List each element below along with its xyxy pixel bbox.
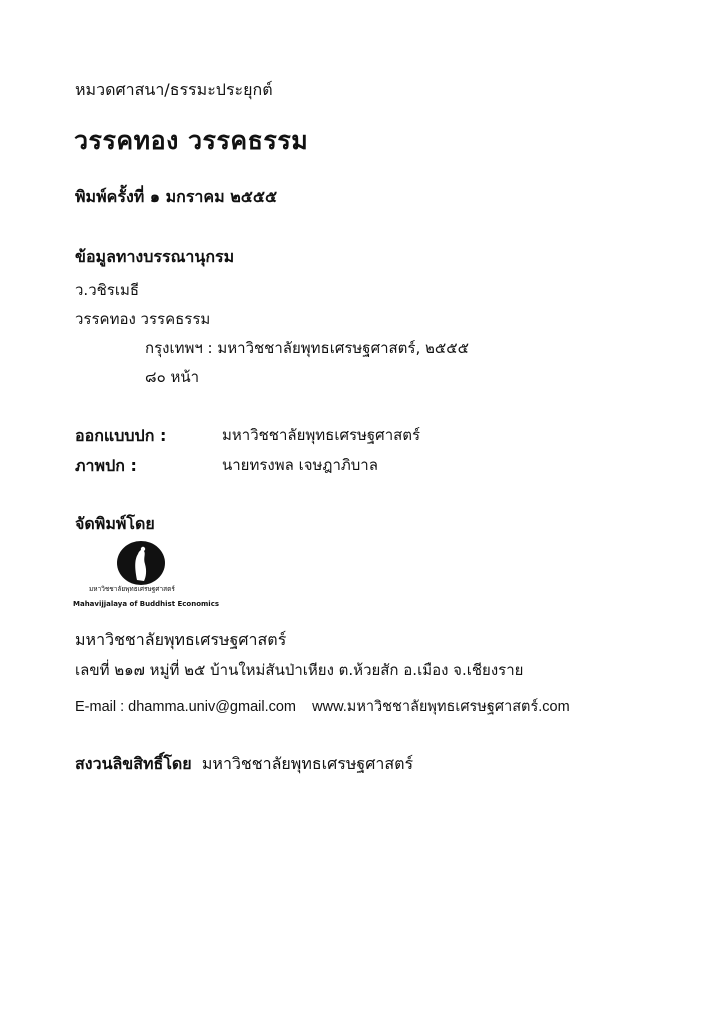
email-address[interactable]: dhamma.univ@gmail.com [128, 699, 297, 715]
copyright-holder: มหาวิชชาลัยพุทธเศรษฐศาสตร์ [201, 754, 414, 773]
cip-author: ว.วชิรเมธี [75, 281, 140, 299]
cip-title: วรรคทอง วรรคธรรม [75, 310, 211, 328]
cover-design-value: มหาวิชชาลัยพุทธเศรษฐศาสตร์ [222, 426, 421, 444]
copyright-label: สงวนลิขสิทธิ์โดย [75, 754, 192, 773]
cip-publication: กรุงเทพฯ : มหาวิชชาลัยพุทธเศรษฐศาสตร์, ๒๕๕๕ [145, 339, 469, 357]
category-line: หมวดศาสนา/ธรรมะประยุกต์ [75, 80, 273, 99]
printed-by-heading: จัดพิมพ์โดย [75, 514, 155, 533]
book-title: วรรคทอง วรรคธรรม [74, 126, 309, 155]
website-link[interactable]: www.มหาวิชชาลัยพุทธเศรษฐศาสตร์.com [312, 699, 570, 715]
copyright-line [75, 752, 413, 777]
publisher-logo [73, 540, 220, 616]
edition-line: พิมพ์ครั้งที่ ๑ มกราคม ๒๕๕๕ [75, 187, 278, 206]
logo-english-text: Mahavijjalaya of Buddhist Economics [73, 600, 220, 608]
publisher-address: เลขที่ ๒๑๗ หมู่ที่ ๒๕ บ้านใหม่สันป่าเหียง ต.ห้วยสัก อ.เมือง จ.เชียงราย [75, 661, 524, 679]
cover-design-label: ออกแบบปก : [75, 426, 167, 445]
logo-thai-text: มหาวิชชาลัยพุทธเศรษฐศาสตร์ [89, 585, 175, 593]
cover-image-value: นายทรงพล เจษฎาภิบาล [222, 456, 378, 474]
publisher-name: มหาวิชชาลัยพุทธเศรษฐศาสตร์ [75, 630, 287, 649]
contact-line [75, 695, 570, 718]
cip-pages: ๘๐ หน้า [145, 368, 200, 386]
email-label: E-mail : [75, 699, 129, 715]
cover-image-label: ภาพปก : [75, 456, 137, 475]
buddhist-economics-logo-icon [115, 540, 167, 586]
cip-heading: ข้อมูลทางบรรณานุกรม [75, 247, 235, 266]
